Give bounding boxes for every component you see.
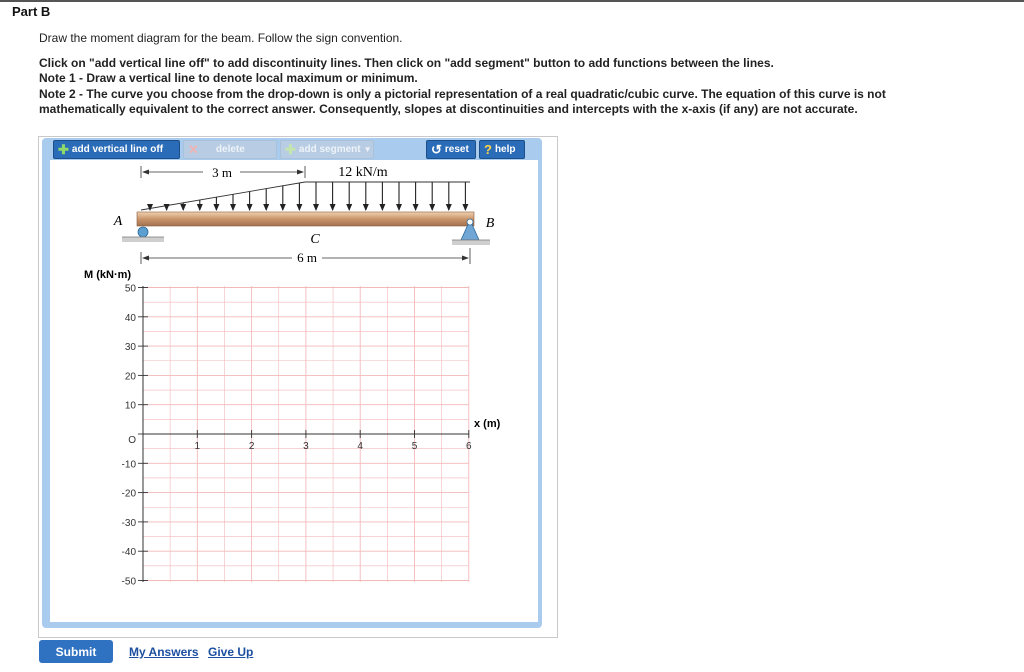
load-arrow-head (180, 204, 186, 211)
reset-icon: ↺ (431, 142, 442, 157)
y-axis-label: M (kN·m) (84, 269, 132, 281)
load-arrow-head (413, 204, 419, 211)
dim-6m-label: 6 m (297, 250, 317, 265)
part-title: Part B (12, 4, 51, 19)
load-arrow-head (197, 204, 203, 211)
y-tick-label: 20 (124, 371, 136, 383)
label-a: A (113, 214, 123, 229)
give-up-link[interactable]: Give Up (208, 645, 254, 659)
chevron-down-icon: ▼ (363, 145, 372, 154)
load-arrow-head (313, 204, 319, 211)
my-answers-link[interactable]: My Answers (129, 645, 199, 659)
distributed-load (141, 182, 470, 211)
beam (137, 212, 474, 226)
y-tick-label: -10 (121, 459, 136, 471)
load-arrow-head (346, 204, 352, 211)
reset-label: reset (444, 144, 469, 155)
load-arrow-head (363, 204, 369, 211)
x-tick-label: 3 (303, 441, 309, 452)
y-tick-label: O (128, 435, 136, 446)
moment-graph (122, 284, 472, 588)
note-2-continued: mathematically equivalent to the correct answer. Consequently, slopes at discontinuities and intercepts with the x-axis (if any) are not accurate. (39, 102, 858, 116)
submit-button[interactable]: Submit (39, 640, 113, 663)
question-icon: ? (484, 142, 492, 157)
dim-3m-label: 3 m (212, 165, 232, 180)
plus-icon: ✚ (285, 142, 296, 157)
x-axis-label: x (m) (474, 418, 501, 430)
delete-label: delete (215, 144, 245, 155)
label-c: C (310, 232, 320, 247)
x-tick-label: 6 (466, 441, 472, 452)
y-tick-label: 30 (124, 342, 136, 354)
add-segment-label: add segment (298, 144, 361, 155)
load-arrow-head (446, 204, 452, 211)
load-arrow-head (164, 204, 170, 211)
label-b: B (485, 216, 495, 231)
add-vertical-line-label: add vertical line off (71, 144, 164, 155)
load-arrow-head (462, 204, 468, 211)
x-tick-label: 1 (194, 441, 201, 452)
note-click-instruction: Click on "add vertical line off" to add discontinuity lines. Then click on "add segment" button to add functions between the lines. (39, 56, 774, 70)
y-tick-label: -20 (121, 488, 136, 500)
note-1: Note 1 - Draw a vertical line to denote local maximum or minimum. (39, 71, 418, 85)
roller-support-a (122, 227, 164, 242)
x-icon: ✕ (188, 142, 199, 157)
load-arrow-head (230, 204, 236, 211)
x-tick-label: 4 (357, 441, 363, 452)
x-tick-label: 5 (411, 441, 418, 452)
instruction-text: Draw the moment diagram for the beam. Follow the sign convention. (39, 31, 403, 45)
plus-icon: ✚ (58, 142, 69, 157)
load-arrow-head (296, 204, 302, 211)
load-arrow-head (330, 204, 336, 211)
load-arrow-head (280, 204, 286, 211)
y-tick-label: -40 (121, 547, 136, 559)
load-arrow-head (263, 204, 269, 211)
load-arrow-head (147, 204, 153, 211)
y-tick-label: -50 (121, 576, 136, 588)
y-tick-label: 50 (124, 283, 136, 295)
load-arrow-head (429, 204, 435, 211)
load-arrow-head (396, 204, 402, 211)
load-arrow-head (213, 204, 219, 211)
x-tick-label: 2 (248, 441, 255, 452)
load-intensity-label: 12 kN/m (338, 165, 388, 180)
load-arrow-head (247, 204, 253, 211)
note-2: Note 2 - The curve you choose from the drop-down is only a pictorial representation of a real quadratic/cubic curve. The equation of this curve is not (39, 87, 886, 101)
help-label: help (494, 144, 516, 155)
y-tick-label: 10 (124, 400, 136, 412)
load-arrow-head (379, 204, 385, 211)
y-tick-label: -30 (121, 517, 136, 529)
y-tick-label: 40 (124, 312, 136, 324)
